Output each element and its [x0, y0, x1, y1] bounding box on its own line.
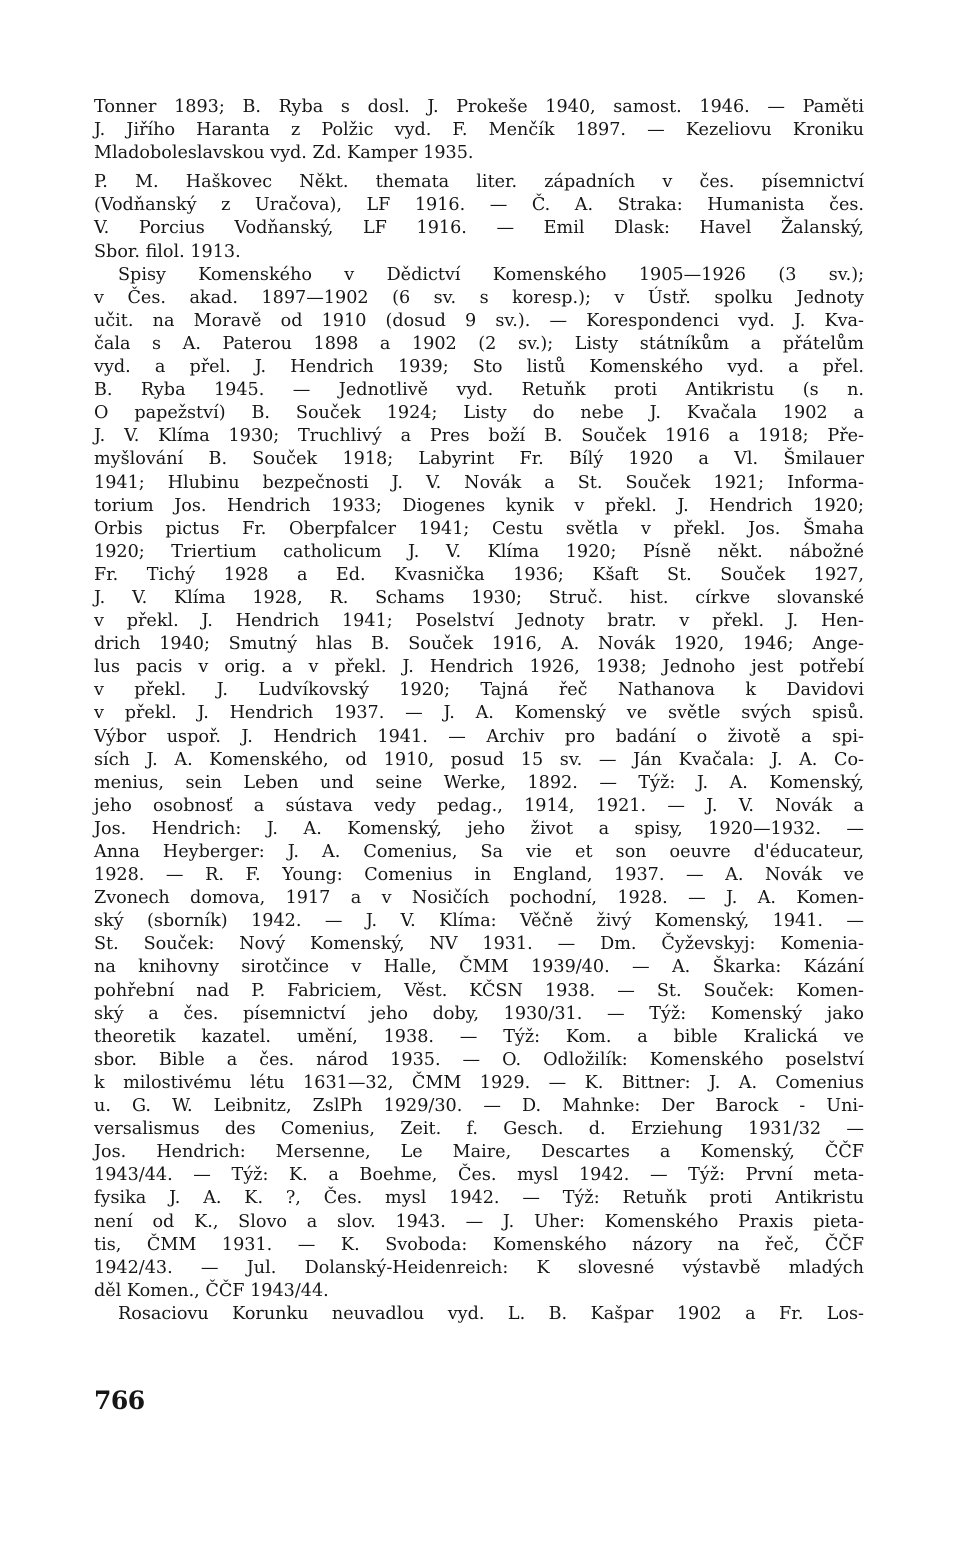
text-line: Spisy Komenského v Dědictví Komenského 1905—1926 (3 sv.); — [118, 264, 864, 285]
text-line: lus pacis v orig. a v překl. J. Hendrich 1926, 1938; Jednoho jest potřebí — [94, 657, 864, 678]
text-line: sbor. Bible a čes. národ 1935. — O. Odložilík: Komenského poselství — [94, 1049, 864, 1070]
text-line: 1942/43. — Jul. Dolanský-Heidenreich: K slovesné výstavbě mladých — [94, 1257, 864, 1278]
text-line: Orbis pictus Fr. Oberpfalcer 1941; Cestu světla v překl. Jos. Šmaha — [94, 518, 864, 539]
text-line: Fr. Tichý 1928 a Ed. Kvasnička 1936; Kšaft St. Souček 1927, — [94, 564, 864, 585]
text-line: Jos. Hendrich: J. A. Komenský, jeho život a spisy, 1920—1932. — — [94, 818, 864, 839]
text-line: 1943/44. — Týž: K. a Boehme, Čes. mysl 1942. — Týž: První meta- — [94, 1165, 864, 1186]
text-line: na knihovny sirotčince v Halle, ČMM 1939/40. — A. Škarka: Kázání — [94, 957, 864, 978]
text-line: Rosaciovu Korunku neuvadlou vyd. L. B. Kašpar 1902 a Fr. Los- — [118, 1303, 864, 1324]
text-line: ský (sborník) 1942. — J. V. Klíma: Věčně živý Komenský, 1941. — — [94, 911, 864, 932]
text-line: v překl. J. Hendrich 1937. — J. A. Komenský ve světle svých spisů. — [94, 703, 864, 724]
text-line: 1928. — R. F. Young: Comenius in England, 1937. — A. Novák ve — [94, 865, 864, 886]
text-line: Mladoboleslavskou vyd. Zd. Kamper 1935. — [94, 143, 474, 164]
text-line: O papežství) B. Souček 1924; Listy do nebe J. Kvačala 1902 a — [94, 403, 864, 424]
text-line: drich 1940; Smutný hlas B. Souček 1916, A. Novák 1920, 1946; Ange- — [94, 634, 864, 655]
text-line: v překl. J. Ludvíkovský 1920; Tajná řeč Nathanova k Davidovi — [94, 680, 864, 701]
text-line: Zvonech domova, 1917 a v Nosičích pochodní, 1928. — J. A. Komen- — [94, 888, 864, 909]
text-line: pohřební nad P. Fabriciem, Věst. KČSN 1938. — St. Souček: Komen- — [94, 980, 864, 1001]
text-line: v Čes. akad. 1897—1902 (6 sv. s koresp.); v Ústř. spolku Jednoty — [94, 287, 864, 308]
text-line: u. G. W. Leibnitz, ZslPh 1929/30. — D. Mahnke: Der Barock - Uni- — [94, 1096, 864, 1117]
text-line: versalismus des Comenius, Zeit. f. Gesch. d. Erziehung 1931/32 — — [94, 1119, 864, 1140]
text-line: torium Jos. Hendrich 1933; Diogenes kynik v překl. J. Hendrich 1920; — [94, 495, 864, 516]
text-line: 1941; Hlubinu bezpečnosti J. V. Novák a St. Souček 1921; Informa- — [94, 472, 864, 493]
text-line: St. Souček: Nový Komenský, NV 1931. — Dm. Čyževskyj: Komenia- — [94, 934, 864, 955]
text-line: 1920; Triertium catholicum J. V. Klíma 1920; Písně někt. nábožné — [94, 541, 864, 562]
text-line: není od K., Slovo a slov. 1943. — J. Uher: Komenského Praxis pietа- — [94, 1211, 864, 1232]
page-number: 766 — [94, 1386, 145, 1415]
text-line: Anna Heyberger: J. A. Comenius, Sa vie et son oeuvre d'éducateur, — [94, 842, 864, 862]
body-text — [94, 96, 864, 1326]
text-line: J. V. Klíma 1928, R. Schams 1930; Struč. hist. církve slovanské — [94, 587, 864, 608]
text-line: menius, sein Leben und seine Werke, 1892. — Týž: J. A. Komenský, — [94, 772, 864, 793]
text-line: děl Komen., ČČF 1943/44. — [94, 1280, 329, 1301]
text-line: k milostivému létu 1631—32, ČMM 1929. — K. Bittner: J. A. Comenius — [94, 1072, 864, 1093]
text-line: fysika J. A. K. ?, Čes. mysl 1942. — Týž: Retuňk proti Antikristu — [94, 1188, 864, 1209]
text-line: theoretik kazatel. umění, 1938. — Týž: Kom. a bible Kralická ve — [94, 1026, 864, 1047]
text-line: P. M. Haškovec Někt. themata liter. západních v čes. písemnictví — [94, 172, 864, 193]
text-line: vyd. a přel. J. Hendrich 1939; Sto listů Komenského vyd. a přel. — [94, 357, 864, 378]
text-line: V. Porcius Vodňanský, LF 1916. — Emil Dlask: Havel Žalanský, — [94, 218, 864, 239]
text-line: čala s A. Paterou 1898 a 1902 (2 sv.); Listy státníkům a přátelům — [94, 333, 864, 354]
text-line: ský a čes. písemnictví jeho doby, 1930/31. — Týž: Komenský jako — [94, 1003, 864, 1024]
text-line: B. Ryba 1945. — Jednotlivě vyd. Retuňk proti Antikristu (s n. — [94, 380, 864, 401]
text-line: (Vodňanský z Uračova), LF 1916. — Č. A. Straka: Humanista čes. — [94, 195, 864, 216]
text-line: J. Jiřího Haranta z Polžic vyd. F. Menčík 1897. — Kezeliovu Kroniku — [94, 120, 864, 141]
text-line: v překl. J. Hendrich 1941; Poselství Jednoty bratr. v překl. J. Hen- — [94, 611, 864, 632]
text-line: Tonner 1893; B. Ryba s dosl. J. Prokeše 1940, samost. 1946. — Paměti — [94, 97, 864, 117]
text-line: myšlování B. Souček 1918; Labyrint Fr. Bílý 1920 a Vl. Šmilauer — [94, 449, 864, 470]
text-line: sích J. A. Komenského, od 1910, posud 15 sv. — Ján Kvačala: J. A. Co- — [94, 749, 864, 770]
text-line: Sbor. filol. 1913. — [94, 241, 241, 262]
text-line: Jos. Hendrich: Mersenne, Le Maire, Descartes a Komenský, ČČF — [94, 1142, 864, 1163]
text-line: Výbor uspoř. J. Hendrich 1941. — Archiv pro badání o životě a spi- — [94, 726, 864, 747]
text-line: J. V. Klíma 1930; Truchlivý a Pres boží B. Souček 1916 a 1918; Pře- — [94, 426, 864, 447]
text-line: učit. na Moravě od 1910 (dosud 9 sv.). — Korespondenci vyd. J. Kva- — [94, 310, 864, 331]
text-line: jeho osobnosť a sústava vedy pedag., 1914, 1921. — J. V. Novák a — [94, 795, 864, 816]
text-line: tis, ČMM 1931. — K. Svoboda: Komenského názory na řeč, ČČF — [94, 1234, 864, 1255]
